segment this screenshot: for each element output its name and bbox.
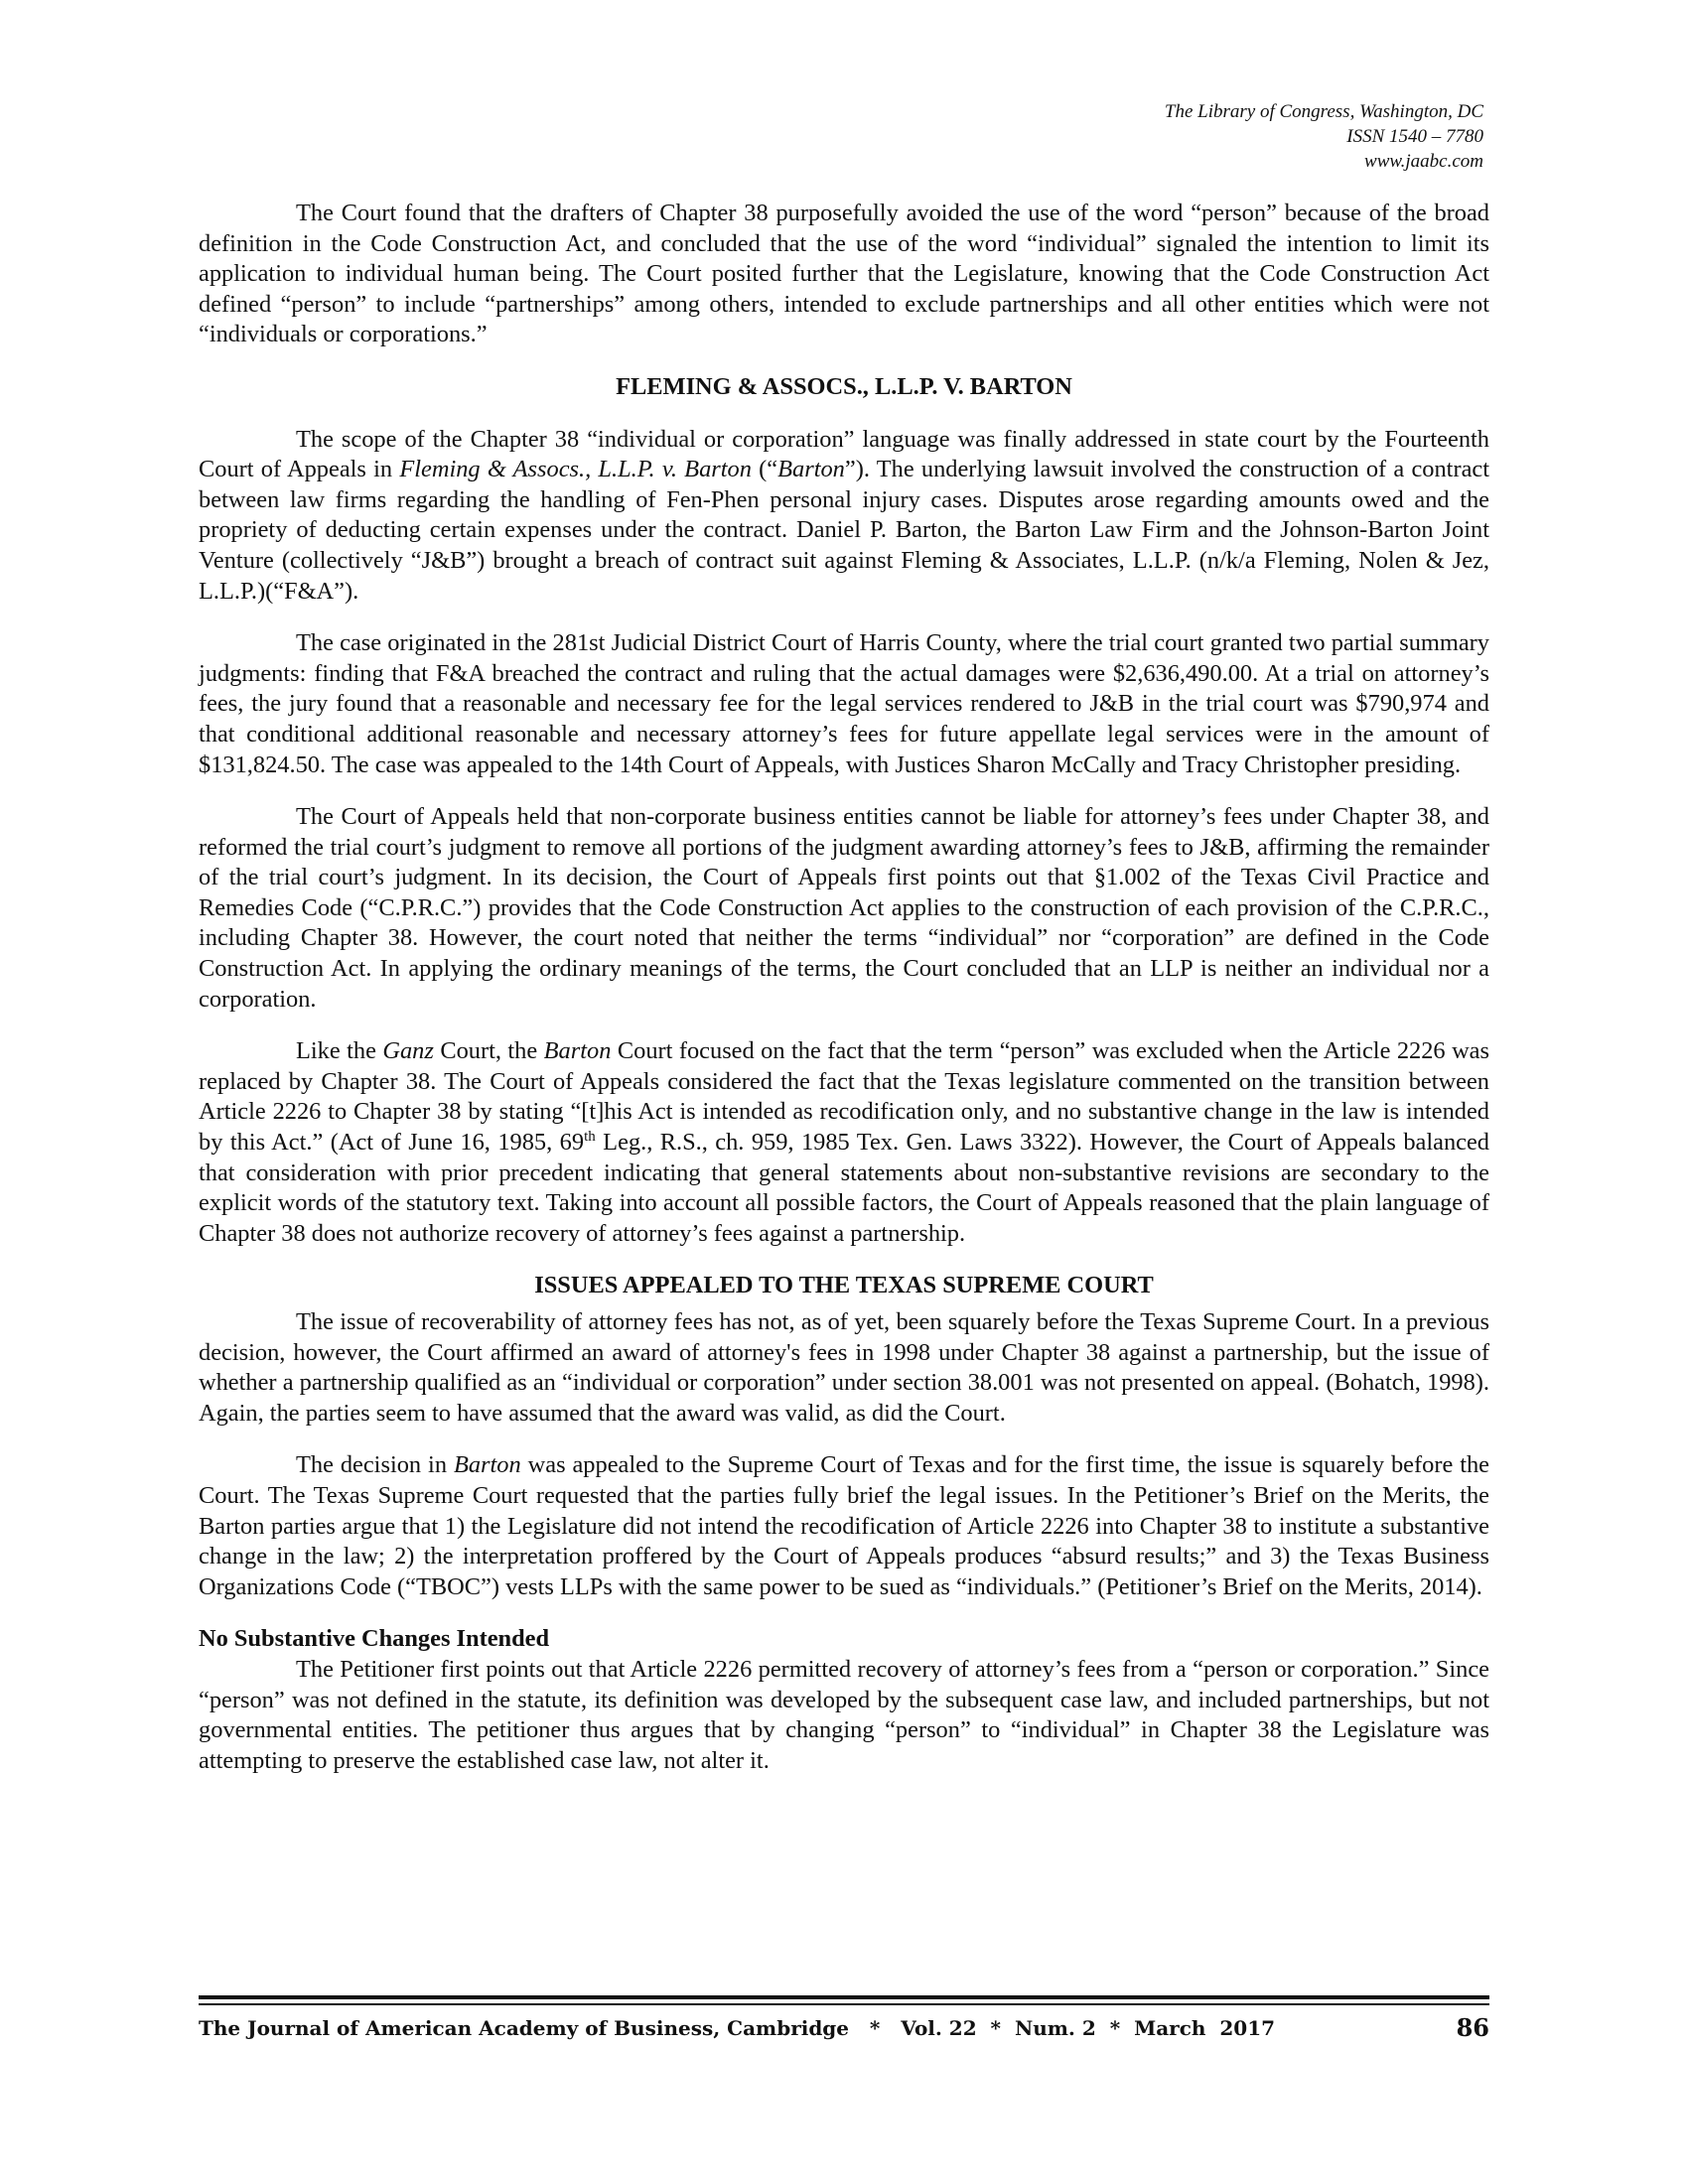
- paragraph-court-of-appeals: The Court of Appeals held that non-corporate business entities cannot be liable for attorney’s fees under Chapter 38, and reformed the trial court’s judgment to remove all portions of the judgment awarding attorney’s fees to J&B, affirming the remainder of the trial court’s judgment. In its decision, the Court of Appeals first points out that §1.002 of the Texas Civil Practice and Remedies Code (“C.P.R.C.”) provides that the Code Construction Act applies to the construction of each provision of the C.P.R.C., including Chapter 38. However, the court noted that neither the terms “individual” nor “corporation” are defined in the Code Construction Act. In applying the ordinary meanings of the terms, the Court concluded that an LLP is neither an individual nor a corporation.: [199, 803, 1489, 1013]
- paragraph-trial-court: The case originated in the 281st Judicial District Court of Harris County, where the trial court granted two partial summary judgments: finding that F&A breached the contract and ruling that the actual damages were $2,636,490.00. At a trial on attorney’s fees, the jury found that a reasonable and necessary fee for the legal services rendered to J&B in the trial court was $790,974 and that conditional additional reasonable and necessary attorney’s fees for future appellate legal services were in the amount of $131,824.50. The case was appealed to the 14th Court of Appeals, with Justices Sharon McCally and Tracy Christopher presiding.: [199, 629, 1489, 778]
- section-heading-fleming-v-barton: FLEMING & ASSOCS., L.L.P. V. BARTON: [616, 372, 1072, 400]
- header-library-line: The Library of Congress, Washington, DC: [1164, 101, 1483, 122]
- paragraph-ganz-conclusion: The Court found that the drafters of Chapter 38 purposefully avoided the use of the word “person” because of the broad definition in the Code Construction Act, and concluded that the use of the word “individual” signaled the intention to limit its application to individual human being. The Court posited further that the Legislature, knowing that the Code Construction Act defined “person” to include “partnerships” among others, intended to exclude partnerships and all other entities which were not “individuals or corporations.”: [199, 200, 1489, 348]
- case-citation: Fleming & Assocs., L.L.P. v. Barton: [399, 456, 752, 483]
- footer-journal-citation: The Journal of American Academy of Business, Cambridge * Vol. 22 * Num. 2 * March 2017: [199, 2016, 1276, 2040]
- case-name-ganz: Ganz: [382, 1037, 434, 1065]
- paragraph-barton-scope: The scope of the Chapter 38 “individual or corporation” language was finally addressed in state court by the Fourteenth Court of Appeals in Fleming & Assocs., L.L.P. v. Barton (“Barton”). The underlying lawsuit involved the construction of a contract between law firms regarding the handling of Fen-Phen personal injury cases. Disputes arose regarding amounts owed and the propriety of deducting certain expenses under the contract. Daniel P. Barton, the Barton Law Firm and the Johnson-Barton Joint Venture (collectively “J&B”) brought a breach of contract suit against Fleming & Associates, L.L.P. (n/k/a Fleming, Nolen & Jez, L.L.P.)(“F&A”).: [199, 425, 1490, 605]
- case-short-name: Barton: [777, 456, 845, 483]
- subheading-no-substantive-changes: No Substantive Changes Intended: [199, 1625, 550, 1653]
- running-header: [1165, 99, 1483, 174]
- paragraph-petitioner-argument: The Petitioner first points out that Article 2226 permitted recovery of attorney’s fees from a “person or corporation.” Since “person” was not defined in the statute, its definition was developed by the subsequent case law, and included partnerships, but not governmental entities. The petitioner thus argues that by changing “person” to “individual” in Chapter 38 the Legislature was attempting to preserve the established case law, not alter it.: [199, 1655, 1489, 1774]
- case-name-barton: Barton: [543, 1037, 612, 1065]
- footer-rule-thin: [199, 2003, 1489, 2005]
- article-body: [199, 199, 1489, 1776]
- page-number: 86: [1456, 2013, 1489, 2042]
- header-issn-line: ISSN 1540 – 7780: [1346, 126, 1483, 147]
- paragraph-recoverability: The issue of recoverability of attorney fees has not, as of yet, been squarely before the Texas Supreme Court. In a previous decision, however, the Court affirmed an award of attorney's fees in 1998 under Chapter 38 against a partnership, but the issue of whether a partnership qualified as an “individual or corporation” under section 38.001 was not presented on appeal. (Bohatch, 1998). Again, the parties seem to have assumed that the award was valid, as did the Court.: [199, 1308, 1489, 1427]
- ordinal-superscript: th: [584, 1128, 596, 1145]
- paragraph-legislative-intent: Like the Ganz Court, the Barton Court focused on the fact that the term “person” was excluded when the Article 2226 was replaced by Chapter 38. The Court of Appeals considered the fact that the Texas legislature commented on the transition between Article 2226 to Chapter 38 by stating “[t]his Act is intended as recodification only, and no substantive change in the law is intended by this Act.” (Act of June 16, 1985, 69th Leg., R.S., ch. 959, 1985 Tex. Gen. Laws 3322). However, the Court of Appeals balanced that consideration with prior precedent indicating that general statements about non-substantive revisions are secondary to the explicit words of the statutory text. Taking into account all possible factors, the Court of Appeals reasoned that the plain language of Chapter 38 does not authorize recovery of attorney’s fees against a partnership.: [199, 1037, 1489, 1247]
- case-name-barton-2: Barton: [453, 1451, 521, 1479]
- header-url-line: www.jaabc.com: [1364, 151, 1483, 172]
- footer-rule-thick: [199, 1995, 1489, 1999]
- section-heading-supreme-court-issues: ISSUES APPEALED TO THE TEXAS SUPREME COURT: [534, 1272, 1154, 1299]
- paragraph-appeal-to-supreme-court: The decision in Barton was appealed to the Supreme Court of Texas and for the first time, the issue is squarely before the Court. The Texas Supreme Court requested that the parties fully brief the legal issues. In the Petitioner’s Brief on the Merits, the Barton parties argue that 1) the Legislature did not intend the recodification of Article 2226 into Chapter 38 to institute a substantive change in the law; 2) the interpretation proffered by the Court of Appeals produces “absurd results;” and 3) the Texas Business Organizations Code (“TBOC”) vests LLPs with the same power to be sued as “individuals.” (Petitioner’s Brief on the Merits, 2014).: [199, 1451, 1489, 1600]
